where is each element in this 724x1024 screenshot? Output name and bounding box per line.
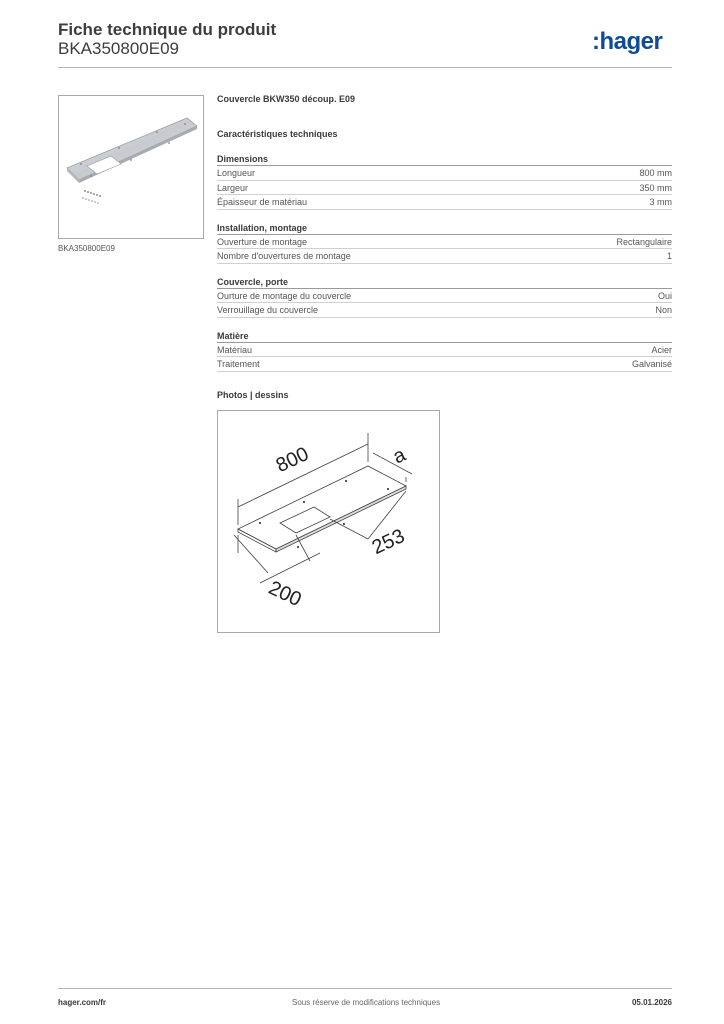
group-title-cover-door: Couvercle, porte xyxy=(217,275,672,289)
product-name: Couvercle BKW350 découp. E09 xyxy=(217,94,356,104)
spec-label: Ourture de montage du couvercle xyxy=(217,290,352,301)
spec-row xyxy=(217,166,672,181)
spec-value: Non xyxy=(655,305,672,315)
dimension-drawing xyxy=(217,410,440,633)
spec-row xyxy=(217,195,672,210)
spec-label: Largeur xyxy=(217,182,249,193)
photos-drawings-heading: Photos | dessins xyxy=(217,389,289,400)
hager-logo: :hager xyxy=(592,28,663,55)
product-reference: BKA350800E09 xyxy=(58,39,179,58)
spec-value: Rectangulaire xyxy=(616,236,672,247)
spec-row xyxy=(217,249,672,264)
product-image-caption: BKA350800E09 xyxy=(58,244,115,253)
group-title-material: Matière xyxy=(217,329,672,343)
spec-row xyxy=(217,357,672,372)
header-divider xyxy=(58,67,672,68)
spec-row xyxy=(217,343,672,358)
spec-row xyxy=(217,181,672,196)
dimension-length-label: 800 xyxy=(272,443,313,478)
page-title: Fiche technique du produit xyxy=(58,20,277,39)
spec-label: Longueur xyxy=(217,168,256,178)
spec-value: 3 mm xyxy=(649,197,672,207)
spec-label: Verrouillage du couvercle xyxy=(217,305,319,315)
dimension-width-label: a xyxy=(389,443,410,469)
group-title-dimensions: Dimensions xyxy=(217,152,672,166)
spec-value: 800 mm xyxy=(639,168,672,178)
cover-plate-illustration xyxy=(59,96,203,238)
footer-website: hager.com/fr xyxy=(58,998,107,1007)
spec-value: 1 xyxy=(666,251,672,261)
spec-value: Oui xyxy=(657,290,672,301)
spec-row xyxy=(217,303,672,318)
technical-characteristics-heading: Caractéristiques techniques xyxy=(217,129,338,139)
spec-row xyxy=(217,289,672,304)
group-title-installation: Installation, montage xyxy=(217,221,672,235)
dimension-offset-label: 253 xyxy=(368,525,409,560)
spec-value: 350 mm xyxy=(639,182,672,193)
specification-panel xyxy=(217,94,672,404)
dimension-cutout-label: 200 xyxy=(265,577,305,612)
spec-value: Acier xyxy=(651,344,672,355)
spec-label: Ouverture de montage xyxy=(217,236,308,247)
spec-label: Nombre d'ouvertures de montage xyxy=(217,251,351,261)
spec-label: Traitement xyxy=(217,359,260,369)
footer-divider xyxy=(58,988,672,989)
spec-row xyxy=(217,235,672,250)
footer-date: 05.01.2026 xyxy=(631,998,672,1007)
product-image xyxy=(58,95,204,239)
spec-value: Galvanisé xyxy=(631,359,672,369)
spec-label: Épaisseur de matériau xyxy=(217,197,308,207)
dimension-drawing-svg xyxy=(218,411,439,632)
spec-label: Matériau xyxy=(217,344,253,355)
footer-notice: Sous réserve de modifications techniques xyxy=(292,998,441,1007)
